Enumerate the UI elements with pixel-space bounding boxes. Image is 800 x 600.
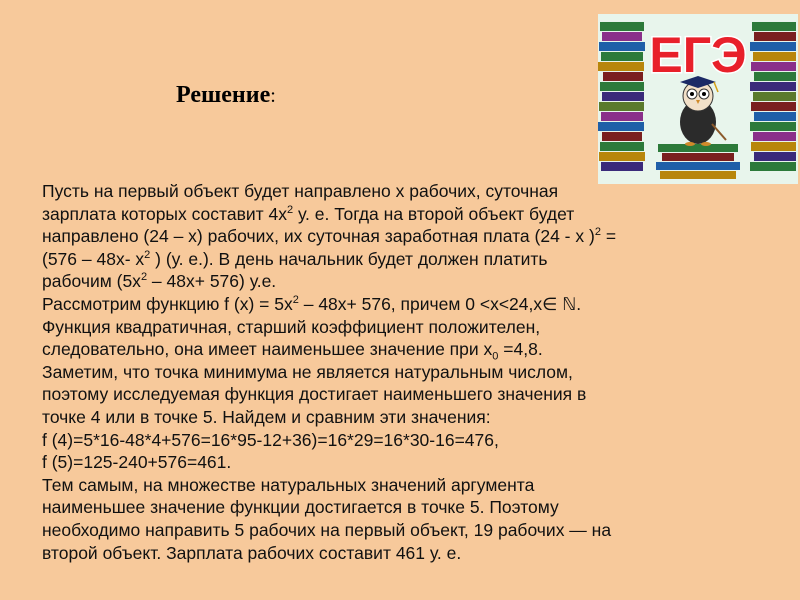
- text-segment: Тем самым, на множестве натуральных значений аргумента: [42, 474, 535, 495]
- solution-heading: [176, 82, 276, 109]
- text-segment: (576 – 48х- х: [42, 248, 145, 269]
- text-segment: – 48х+ 576, причем 0 <x<24,x∈ ℕ.: [298, 293, 582, 314]
- text-segment: зарплата которых составит 4х: [42, 203, 288, 224]
- superscript: 2: [140, 271, 148, 284]
- text-segment: =: [600, 226, 617, 247]
- text-segment: необходимо направить 5 рабочих на первый объект, 19 рабочих — на: [42, 519, 612, 540]
- body-line: [42, 361, 732, 384]
- text-segment: второй объект. Зарплата рабочих составит 461 у. е.: [42, 542, 462, 563]
- text-segment: Рассмотрим функцию f (х) = 5х: [42, 293, 293, 314]
- body-line: [42, 474, 732, 497]
- text-segment: f (5)=125-240+576=461.: [42, 452, 232, 473]
- body-line: [42, 225, 732, 248]
- superscript: 2: [292, 294, 299, 307]
- text-segment: следовательно, она имеет наименьшее значение при х: [42, 339, 493, 360]
- text-segment: поэтому исследуемая функция достигает наименьшего значения в: [42, 384, 587, 405]
- text-segment: Заметим, что точка минимума не является натуральным числом,: [42, 361, 573, 382]
- logo-text: ЕГЭ: [649, 27, 747, 83]
- text-segment: =4,8.: [498, 339, 543, 360]
- text-segment: наименьшее значение функции достигается в точке 5. Поэтому: [42, 497, 559, 518]
- text-segment: у. е. Тогда на второй объект будет: [293, 203, 575, 224]
- heading-text: Решение: [176, 82, 271, 108]
- body-line: [42, 451, 732, 474]
- body-line: [42, 293, 732, 316]
- body-line: [42, 429, 732, 452]
- left-book-stack: [598, 22, 645, 171]
- body-line: [42, 248, 732, 271]
- text-segment: Функция квадратичная, старший коэффициент положителен,: [42, 316, 541, 337]
- superscript: 2: [144, 248, 151, 261]
- right-book-stack: [750, 22, 796, 171]
- heading-colon: :: [270, 85, 276, 107]
- solution-body: [42, 180, 732, 564]
- subscript: 0: [492, 350, 499, 363]
- text-segment: точке 4 или в точке 5. Найдем и сравним эти значения:: [42, 406, 491, 427]
- ege-logo: [598, 14, 798, 184]
- superscript: 2: [287, 203, 294, 216]
- text-segment: рабочим (5х: [42, 271, 141, 292]
- body-line: [42, 338, 732, 361]
- body-line: [42, 406, 732, 429]
- body-line: [42, 316, 732, 339]
- body-line: [42, 203, 732, 226]
- text-segment: f (4)=5*16-48*4+576=16*95-12+36)=16*29=16*30-16=476,: [42, 429, 499, 450]
- books-owl-icon: [598, 14, 798, 184]
- text-segment: – 48х+ 576) у.е.: [147, 271, 277, 292]
- superscript: 2: [594, 226, 601, 239]
- body-line: [42, 496, 732, 519]
- text-segment: Пусть на первый объект будет направлено х рабочих, суточная: [42, 181, 559, 201]
- text-segment: направлено (24 – х) рабочих, их суточная заработная плата (24 - х ): [42, 226, 595, 247]
- body-line: [42, 270, 732, 293]
- body-line: [42, 519, 732, 542]
- text-segment: ) (у. е.). В день начальник будет должен платить: [150, 248, 548, 269]
- body-line: [42, 542, 732, 565]
- body-line: [42, 383, 732, 406]
